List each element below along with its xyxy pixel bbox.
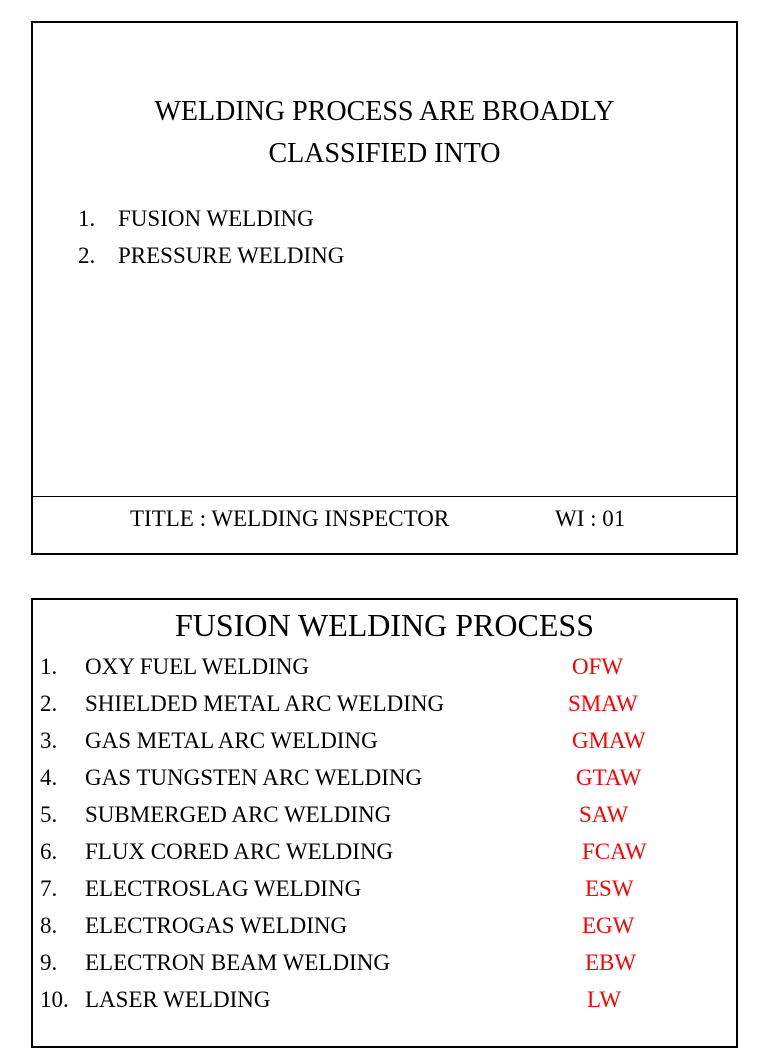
- process-abbreviation: EBW: [585, 950, 637, 975]
- process-abbreviation: FCAW: [582, 839, 647, 864]
- process-number: 3.: [40, 728, 58, 753]
- process-name: OXY FUEL WELDING: [85, 654, 310, 679]
- process-row: [33, 981, 736, 1018]
- footer-title: TITLE : WELDING INSPECTOR: [130, 506, 450, 531]
- process-number: 4.: [40, 765, 58, 790]
- process-abbreviation: OFW: [572, 654, 624, 679]
- process-name: GAS TUNGSTEN ARC WELDING: [85, 765, 423, 790]
- process-number: 5.: [40, 802, 58, 827]
- process-number: 1.: [40, 654, 58, 679]
- process-number: 8.: [40, 913, 58, 938]
- slide-welding-classification: [31, 21, 738, 555]
- list-item: [78, 200, 344, 237]
- footer-code: WI : 01: [555, 506, 626, 531]
- process-number: 9.: [40, 950, 58, 975]
- process-name: SUBMERGED ARC WELDING: [85, 802, 392, 827]
- process-abbreviation: GTAW: [576, 765, 642, 790]
- slide1-title: [33, 91, 736, 175]
- process-row: [33, 796, 736, 833]
- list-item-number: 1.: [78, 206, 96, 231]
- process-name: ELECTROGAS WELDING: [85, 913, 348, 938]
- process-name: GAS METAL ARC WELDING: [85, 728, 378, 753]
- process-row: [33, 759, 736, 796]
- process-row: [33, 907, 736, 944]
- slide-fusion-welding-process: [31, 598, 738, 1048]
- process-abbreviation: LW: [587, 987, 622, 1012]
- process-number: 7.: [40, 876, 58, 901]
- process-name: LASER WELDING: [85, 987, 271, 1012]
- process-row: [33, 870, 736, 907]
- process-row: [33, 722, 736, 759]
- process-name: ELECTROSLAG WELDING: [85, 876, 362, 901]
- list-item-label: FUSION WELDING: [118, 206, 314, 231]
- process-abbreviation: ESW: [585, 876, 634, 901]
- process-row: [33, 648, 736, 685]
- process-abbreviation: EGW: [582, 913, 635, 938]
- classification-list: [78, 200, 344, 274]
- list-item-label: PRESSURE WELDING: [118, 243, 345, 268]
- process-number: 2.: [40, 691, 58, 716]
- process-number: 10.: [40, 987, 69, 1012]
- list-item-number: 2.: [78, 243, 96, 268]
- process-name: SHIELDED METAL ARC WELDING: [85, 691, 445, 716]
- process-number: 6.: [40, 839, 58, 864]
- process-abbreviation: GMAW: [572, 728, 646, 753]
- slide2-title: FUSION WELDING PROCESS: [174, 607, 594, 643]
- process-row: [33, 833, 736, 870]
- process-abbreviation: SAW: [579, 802, 629, 827]
- slide1-title-line-1: WELDING PROCESS ARE BROADLY: [154, 96, 615, 127]
- process-row: [33, 944, 736, 981]
- process-abbreviation: SMAW: [568, 691, 638, 716]
- process-row: [33, 685, 736, 722]
- footer-divider: [33, 496, 736, 497]
- process-name: ELECTRON BEAM WELDING: [85, 950, 390, 975]
- slide1-title-line-2: CLASSIFIED INTO: [268, 138, 501, 169]
- process-name: FLUX CORED ARC WELDING: [85, 839, 394, 864]
- list-item: [78, 237, 344, 274]
